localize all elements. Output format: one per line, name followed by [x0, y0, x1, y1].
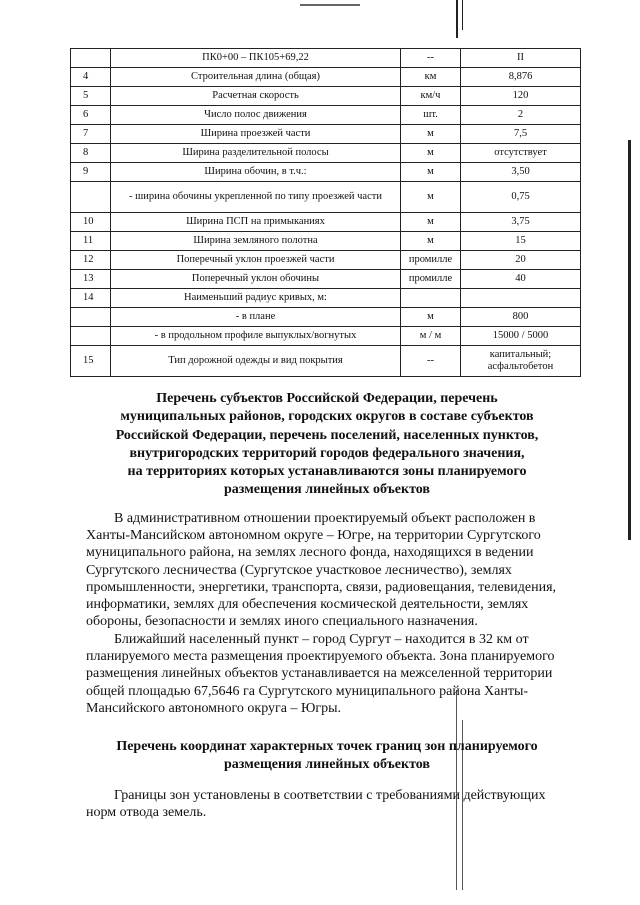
scan-artifact-line — [456, 0, 458, 38]
row-parameter: Наименьший радиус кривых, м: — [111, 289, 401, 308]
row-value: 15000 / 5000 — [461, 327, 581, 346]
row-value: 15 — [461, 232, 581, 251]
row-value: 40 — [461, 270, 581, 289]
row-number: 8 — [71, 144, 111, 163]
paragraph-line: информатики, землях для обеспечения космической деятельности, землях — [86, 597, 529, 613]
row-parameter: Расчетная скорость — [111, 87, 401, 106]
row-value: 3,75 — [461, 213, 581, 232]
row-parameter: Ширина обочин, в т.ч.: — [111, 163, 401, 182]
paragraph-line: муниципального района, на землях лесного фонда, находящихся в ведении — [86, 545, 534, 561]
row-parameter: Ширина проезжей части — [111, 125, 401, 144]
table-row — [71, 213, 581, 232]
table-row — [71, 106, 581, 125]
table-row — [71, 270, 581, 289]
row-unit — [401, 289, 461, 308]
row-unit: м — [401, 308, 461, 327]
row-value: отсутствует — [461, 144, 581, 163]
row-unit: км — [401, 68, 461, 87]
row-parameter: ПК0+00 – ПК105+69,22 — [111, 49, 401, 68]
paragraph-line: В административном отношении проектируемый объект расположен в — [114, 511, 536, 526]
paragraph-line: норм отвода земель. — [86, 805, 207, 821]
row-unit: м / м — [401, 327, 461, 346]
section-heading-coordinates — [72, 738, 582, 775]
table-row — [71, 144, 581, 163]
heading-line: Перечень субъектов Российской Федерации, перечень — [156, 391, 498, 406]
row-number — [71, 182, 111, 213]
row-value: 8,876 — [461, 68, 581, 87]
scan-artifact-right-edge — [628, 140, 631, 540]
row-parameter: Строительная длина (общая) — [111, 68, 401, 87]
table-row — [71, 87, 581, 106]
row-number: 6 — [71, 106, 111, 125]
row-number: 15 — [71, 346, 111, 377]
scan-artifact-line — [462, 0, 463, 30]
table-row — [71, 289, 581, 308]
row-value: 2 — [461, 106, 581, 125]
row-number: 5 — [71, 87, 111, 106]
row-unit: км/ч — [401, 87, 461, 106]
row-value: 20 — [461, 251, 581, 270]
paragraph-line: Мансийского автономного округа – Югры. — [86, 700, 342, 716]
row-parameter: - ширина обочины укрепленной по типу проезжей части — [111, 182, 401, 213]
row-parameter: Тип дорожной одежды и вид покрытия — [111, 346, 401, 377]
row-value: 800 — [461, 308, 581, 327]
row-value: 0,75 — [461, 182, 581, 213]
row-unit: м — [401, 163, 461, 182]
paragraph-line: промышленности, энергетики, транспорта, связи, радиовещания, телевидения, — [86, 579, 557, 595]
heading-line: размещения линейных объектов — [224, 757, 430, 773]
row-unit: м — [401, 213, 461, 232]
row-parameter: Число полос движения — [111, 106, 401, 125]
row-parameter: Поперечный уклон обочины — [111, 270, 401, 289]
row-unit: -- — [401, 346, 461, 377]
table-row — [71, 327, 581, 346]
row-number: 13 — [71, 270, 111, 289]
paragraph-line: размещения линейных объектов устанавливается на межселенной территории — [86, 666, 553, 682]
row-unit: шт. — [401, 106, 461, 125]
row-unit: промилле — [401, 251, 461, 270]
row-number: 11 — [71, 232, 111, 251]
row-parameter: - в продольном профиле выпуклых/вогнутых — [111, 327, 401, 346]
row-unit: промилле — [401, 270, 461, 289]
table-row — [71, 163, 581, 182]
paragraph-nearest-settlement — [86, 631, 582, 717]
row-unit: м — [401, 182, 461, 213]
paragraph-line: Сургутского лесничества (Сургутское участковое лесничество), землях — [86, 562, 512, 578]
table-row — [71, 346, 581, 377]
row-unit: -- — [401, 49, 461, 68]
row-number — [71, 308, 111, 327]
row-value: 120 — [461, 87, 581, 106]
table-row — [71, 68, 581, 87]
row-parameter: Ширина земляного полотна — [111, 232, 401, 251]
heading-line: муниципальных районов, городских округов в составе субъектов — [120, 409, 534, 425]
row-value: капитальный; асфальтобетон — [461, 346, 581, 377]
scan-artifact-top — [300, 4, 360, 6]
paragraph-administrative — [86, 510, 582, 630]
table-row — [71, 182, 581, 213]
row-value: 3,50 — [461, 163, 581, 182]
row-value — [461, 289, 581, 308]
parameters-table-wrapper — [70, 48, 580, 377]
paragraph-line: общей площадью 67,5646 га Сургутского муниципального района Ханты- — [86, 683, 529, 699]
parameters-table — [70, 48, 581, 377]
heading-line: Российской Федерации, перечень поселений, населенных пунктов, — [115, 427, 539, 443]
row-number: 9 — [71, 163, 111, 182]
row-parameter: Поперечный уклон проезжей части — [111, 251, 401, 270]
table-row — [71, 308, 581, 327]
row-number: 4 — [71, 68, 111, 87]
paragraph-line: Границы зон установлены в соответствии с требованиями действующих — [114, 788, 546, 803]
row-number — [71, 327, 111, 346]
heading-line: Перечень координат характерных точек границ зон планируемого — [116, 739, 538, 754]
paragraph-line: Ближайший населенный пункт – город Сургут – находится в 32 км от — [114, 632, 529, 647]
heading-line: размещения линейных объектов — [224, 482, 430, 498]
row-parameter: Ширина разделительной полосы — [111, 144, 401, 163]
paragraph-line: обороны, безопасности и землях иного специального назначения. — [86, 614, 478, 630]
paragraph-line: Ханты-Мансийском автономном округе – Югре, на территории Сургутского — [86, 528, 541, 544]
heading-line: внутригородских территорий городов федерального значения, — [129, 445, 525, 461]
row-number: 10 — [71, 213, 111, 232]
row-unit: м — [401, 125, 461, 144]
row-value: II — [461, 49, 581, 68]
row-number: 12 — [71, 251, 111, 270]
table-row — [71, 125, 581, 144]
table-row — [71, 49, 581, 68]
heading-line: на территориях которых устанавливаются зоны планируемого — [127, 464, 527, 480]
row-number — [71, 49, 111, 68]
table-row — [71, 251, 581, 270]
row-parameter: - в плане — [111, 308, 401, 327]
paragraph-line: планируемого места размещения проектируемого объекта. Зона планируемого — [86, 649, 555, 665]
row-number: 14 — [71, 289, 111, 308]
row-value: 7,5 — [461, 125, 581, 144]
section-heading-subjects — [72, 390, 582, 500]
table-row — [71, 232, 581, 251]
row-number: 7 — [71, 125, 111, 144]
paragraph-boundaries — [86, 787, 582, 821]
row-unit: м — [401, 144, 461, 163]
row-unit: м — [401, 232, 461, 251]
row-parameter: Ширина ПСП на примыканиях — [111, 213, 401, 232]
